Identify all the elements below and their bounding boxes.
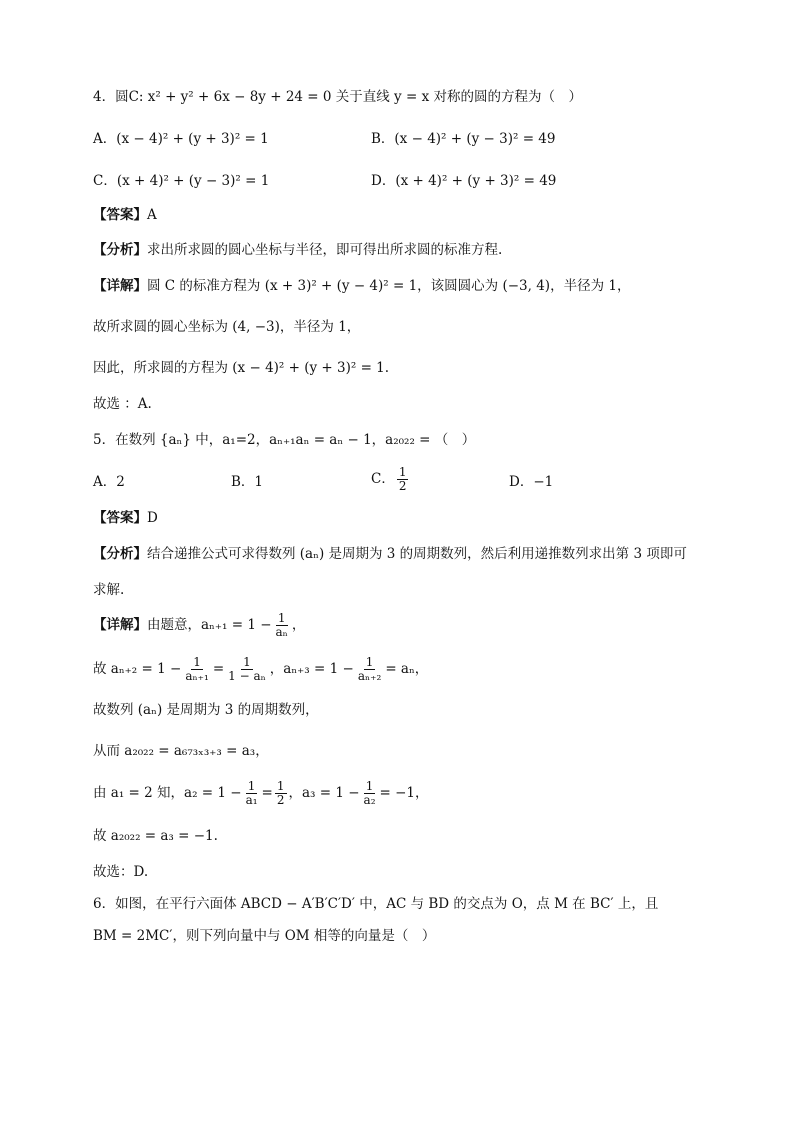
fraction [275, 780, 287, 807]
fraction-numerator: 1 [277, 611, 286, 625]
q5-detail-4: 从而 a₂₀₂₂ = a₆₇₃ₓ₃₊₃ = a₃， [93, 743, 269, 759]
q5-answer [93, 508, 158, 528]
q5-analysis-1 [93, 544, 687, 564]
detail-text: ，a₃ = 1 − [288, 785, 360, 801]
q6-stem-2: BM = 2MC′，则下列向量中与 OM 相等的向量是（ ） [93, 928, 436, 944]
analysis-text: 结合递推公式可求得数列 (aₙ) 是周期为 3 的周期数列，然后利用递推数列求出第 3 项即可 [147, 546, 687, 562]
q5-detail-2 [93, 656, 428, 683]
analysis-text: 求出所求圆的圆心坐标与半径，即可得出所求圆的标准方程. [147, 242, 503, 258]
fraction-numerator: 1 [247, 779, 256, 793]
fraction [274, 612, 290, 639]
q4-option-c: C．(x + 4)² + (y − 3)² = 1 [93, 173, 270, 189]
fraction-numerator: 1 [365, 779, 374, 793]
detail-text: 圆 C 的标准方程为 (x + 3)² + (y − 4)² = 1，该圆圆心为 (−3, 4)，半径为 1， [147, 278, 631, 294]
fraction-denominator: 2 [398, 479, 407, 493]
q5-option-d: D．−1 [509, 474, 554, 490]
detail-text: ，aₙ₊₃ = 1 − [269, 661, 354, 677]
detail-text: = aₙ， [385, 661, 429, 677]
detail-text: 故 aₙ₊₂ = 1 − [93, 661, 182, 677]
answer-value: D [147, 510, 158, 526]
detail-tag: 【详解】 [93, 278, 147, 294]
fraction [362, 780, 378, 807]
analysis-tag: 【分析】 [93, 242, 147, 258]
fraction-numerator: 1 [365, 655, 374, 669]
fraction-numerator: 1 [398, 465, 407, 479]
q5-detail-1 [93, 612, 305, 639]
q5-detail-5 [93, 780, 429, 807]
q5-detail-6: 故 a₂₀₂₂ = a₃ = −1. [93, 828, 218, 844]
q4-detail-1 [93, 276, 630, 296]
detail-text: ， [291, 617, 306, 633]
fraction-denominator: a₁ [245, 793, 258, 807]
analysis-tag: 【分析】 [93, 546, 147, 562]
fraction-numerator: 1 [193, 655, 201, 669]
q5-option-c [371, 466, 410, 493]
fraction-denominator: aₙ₊₁ [185, 669, 209, 683]
q4-answer [93, 205, 157, 225]
detail-text: = [212, 661, 225, 677]
detail-text: 由题意，aₙ₊₁ = 1 − [147, 617, 272, 633]
q4-option-d: D．(x + 4)² + (y + 3)² = 49 [371, 173, 557, 189]
q4-analysis [93, 240, 502, 260]
q5-choose: 故选：D. [93, 864, 149, 880]
fraction [397, 466, 409, 493]
detail-tag: 【详解】 [93, 617, 147, 633]
answer-value: A [147, 207, 157, 223]
answer-tag: 【答案】 [93, 207, 147, 223]
fraction-numerator: 1 [243, 655, 251, 669]
q4-detail-3: 因此，所求圆的方程为 (x − 4)² + (y + 3)² = 1. [93, 360, 390, 376]
answer-tag: 【答案】 [93, 510, 147, 526]
detail-text: = −1， [379, 785, 429, 801]
fraction [356, 656, 384, 683]
fraction-denominator: aₙ₊₂ [357, 669, 382, 683]
q5-stem: 5．在数列 {aₙ} 中，a₁=2，aₙ₊₁aₙ = aₙ − 1，a₂₀₂₂ = （ ） [93, 432, 476, 448]
q4-option-b: B．(x − 4)² + (y − 3)² = 49 [371, 131, 556, 147]
fraction-denominator: 1 − aₙ [228, 669, 266, 683]
fraction [244, 780, 260, 807]
detail-text: 由 a₁ = 2 知，a₂ = 1 − [93, 785, 242, 801]
q4-stem: 4．圆C: x² + y² + 6x − 8y + 24 = 0 关于直线 y = x 对称的圆的方程为（ ） [93, 89, 582, 105]
q5-detail-3: 故数列 (aₙ) 是周期为 3 的周期数列， [93, 702, 319, 718]
fraction-denominator: 2 [276, 793, 285, 807]
option-c-label: C． [371, 471, 395, 487]
fraction-denominator: a₂ [363, 793, 376, 807]
q6-stem-1: 6．如图，在平行六面体 ABCD − A′B′C′D′ 中，AC 与 BD 的交点为 O，点 M 在 BC′ 上，且 [93, 896, 659, 912]
q5-analysis-2: 求解. [93, 582, 125, 598]
fraction-numerator: 1 [276, 779, 285, 793]
q4-choose: 故选 ：A. [93, 396, 152, 412]
q4-detail-2: 故所求圆的圆心坐标为 (4, −3)，半径为 1， [93, 319, 361, 335]
fraction [183, 656, 211, 683]
q4-option-a: A．(x − 4)² + (y + 3)² = 1 [93, 131, 269, 147]
q5-option-b: B．1 [231, 474, 264, 490]
fraction [226, 656, 268, 683]
detail-text: = [261, 785, 273, 801]
fraction-denominator: aₙ [275, 625, 288, 639]
q5-option-a: A．2 [93, 474, 125, 490]
